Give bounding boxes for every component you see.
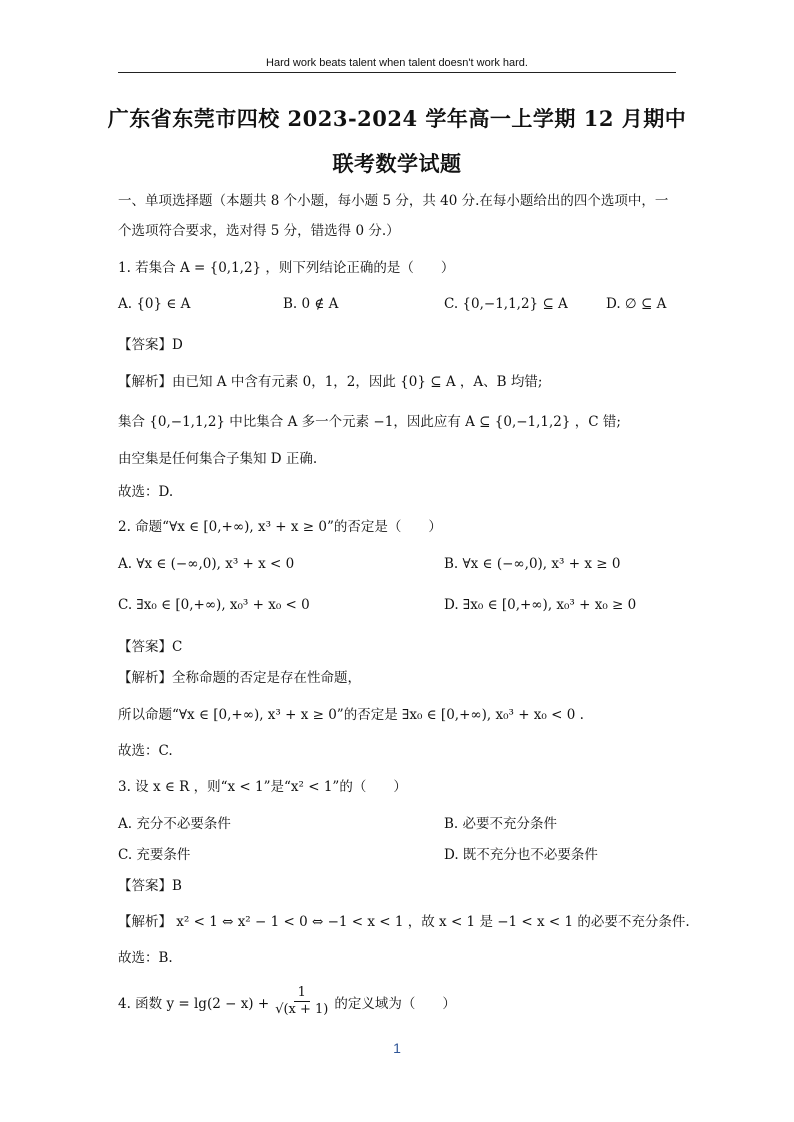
title-line-2: 联考数学试题 [332,151,462,176]
q4-fraction [273,985,330,1018]
section-intro-1: 一、单项选择题（本题共 8 个小题，每小题 5 分，共 40 分.在每小题给出的四个选项中，一 [118,193,669,209]
q3-option-b: B. 必要不充分条件 [444,816,558,832]
header-rule [118,72,676,73]
q2-stem: 2. 命题“∀x ∈ [0,+∞), x³ + x ≥ 0”的否定是（ ） [118,519,442,535]
q4-stem [118,985,456,1018]
q4-stem-suffix: 的定义域为（ ） [334,995,456,1012]
title-line-1: 广东省东莞市四校 2023-2024 学年高一上学期 12 月期中 [107,106,687,131]
page-number: 1 [393,1040,401,1056]
q3-analysis-1: 【解析】 x² < 1 ⇔ x² − 1 < 0 ⇔ −1 < x < 1 ，故 x < 1 是 −1 < x < 1 的必要不充分条件. [118,914,690,930]
q2-conclusion: 故选：C. [118,743,173,759]
section-intro-2: 个选项符合要求，选对得 5 分，错选得 0 分.） [118,223,400,239]
q4-fraction-denominator: √(x + 1) [275,1002,329,1017]
q2-option-b: B. ∀x ∈ (−∞,0), x³ + x ≥ 0 [444,556,621,572]
q1-option-a: A. {0} ∈ A [118,296,191,312]
q1-analysis-3: 由空集是任何集合子集知 D 正确. [118,451,318,467]
q3-option-d: D. 既不充分也不必要条件 [444,847,598,863]
q1-analysis-1: 【解析】由已知 A 中含有元素 0，1，2，因此 {0} ⊆ A ，A、B 均错; [118,374,543,390]
q2-option-a: A. ∀x ∈ (−∞,0), x³ + x < 0 [118,556,295,572]
q2-analysis-2: 所以命题“∀x ∈ [0,+∞), x³ + x ≥ 0”的否定是 ∃x₀ ∈ [0,+∞), x₀³ + x₀ < 0 . [118,707,584,723]
q2-analysis-1: 【解析】全称命题的否定是存在性命题， [118,670,361,686]
q3-stem: 3. 设 x ∈ R ，则“x < 1”是“x² < 1”的（ ） [118,779,407,795]
q4-stem-prefix: 4. 函数 y = lg(2 − x) + [118,995,270,1012]
q4-fraction-numerator: 1 [294,985,310,1002]
q1-stem: 1. 若集合 A = {0,1,2} ，则下列结论正确的是（ ） [118,260,455,276]
page-header: Hard work beats talent when talent doesn't work hard. [266,57,528,69]
q2-option-d: D. ∃x₀ ∈ [0,+∞), x₀³ + x₀ ≥ 0 [444,597,637,613]
q1-answer: 【答案】D [118,337,183,353]
q1-analysis-2: 集合 {0,−1,1,2} 中比集合 A 多一个元素 −1，因此应有 A ⊆ {0,−1,1,2} ，C 错; [118,414,621,430]
q3-conclusion: 故选：B. [118,950,173,966]
q3-option-c: C. 充要条件 [118,847,191,863]
q2-answer: 【答案】C [118,639,183,655]
q1-option-d: D. ∅ ⊆ A [606,296,667,312]
q2-option-c: C. ∃x₀ ∈ [0,+∞), x₀³ + x₀ < 0 [118,597,310,613]
q1-option-c: C. {0,−1,1,2} ⊆ A [444,296,568,312]
q3-option-a: A. 充分不必要条件 [118,816,231,832]
q3-answer: 【答案】B [118,878,182,894]
q1-option-b: B. 0 ∉ A [283,296,339,312]
q1-conclusion: 故选：D. [118,484,174,500]
